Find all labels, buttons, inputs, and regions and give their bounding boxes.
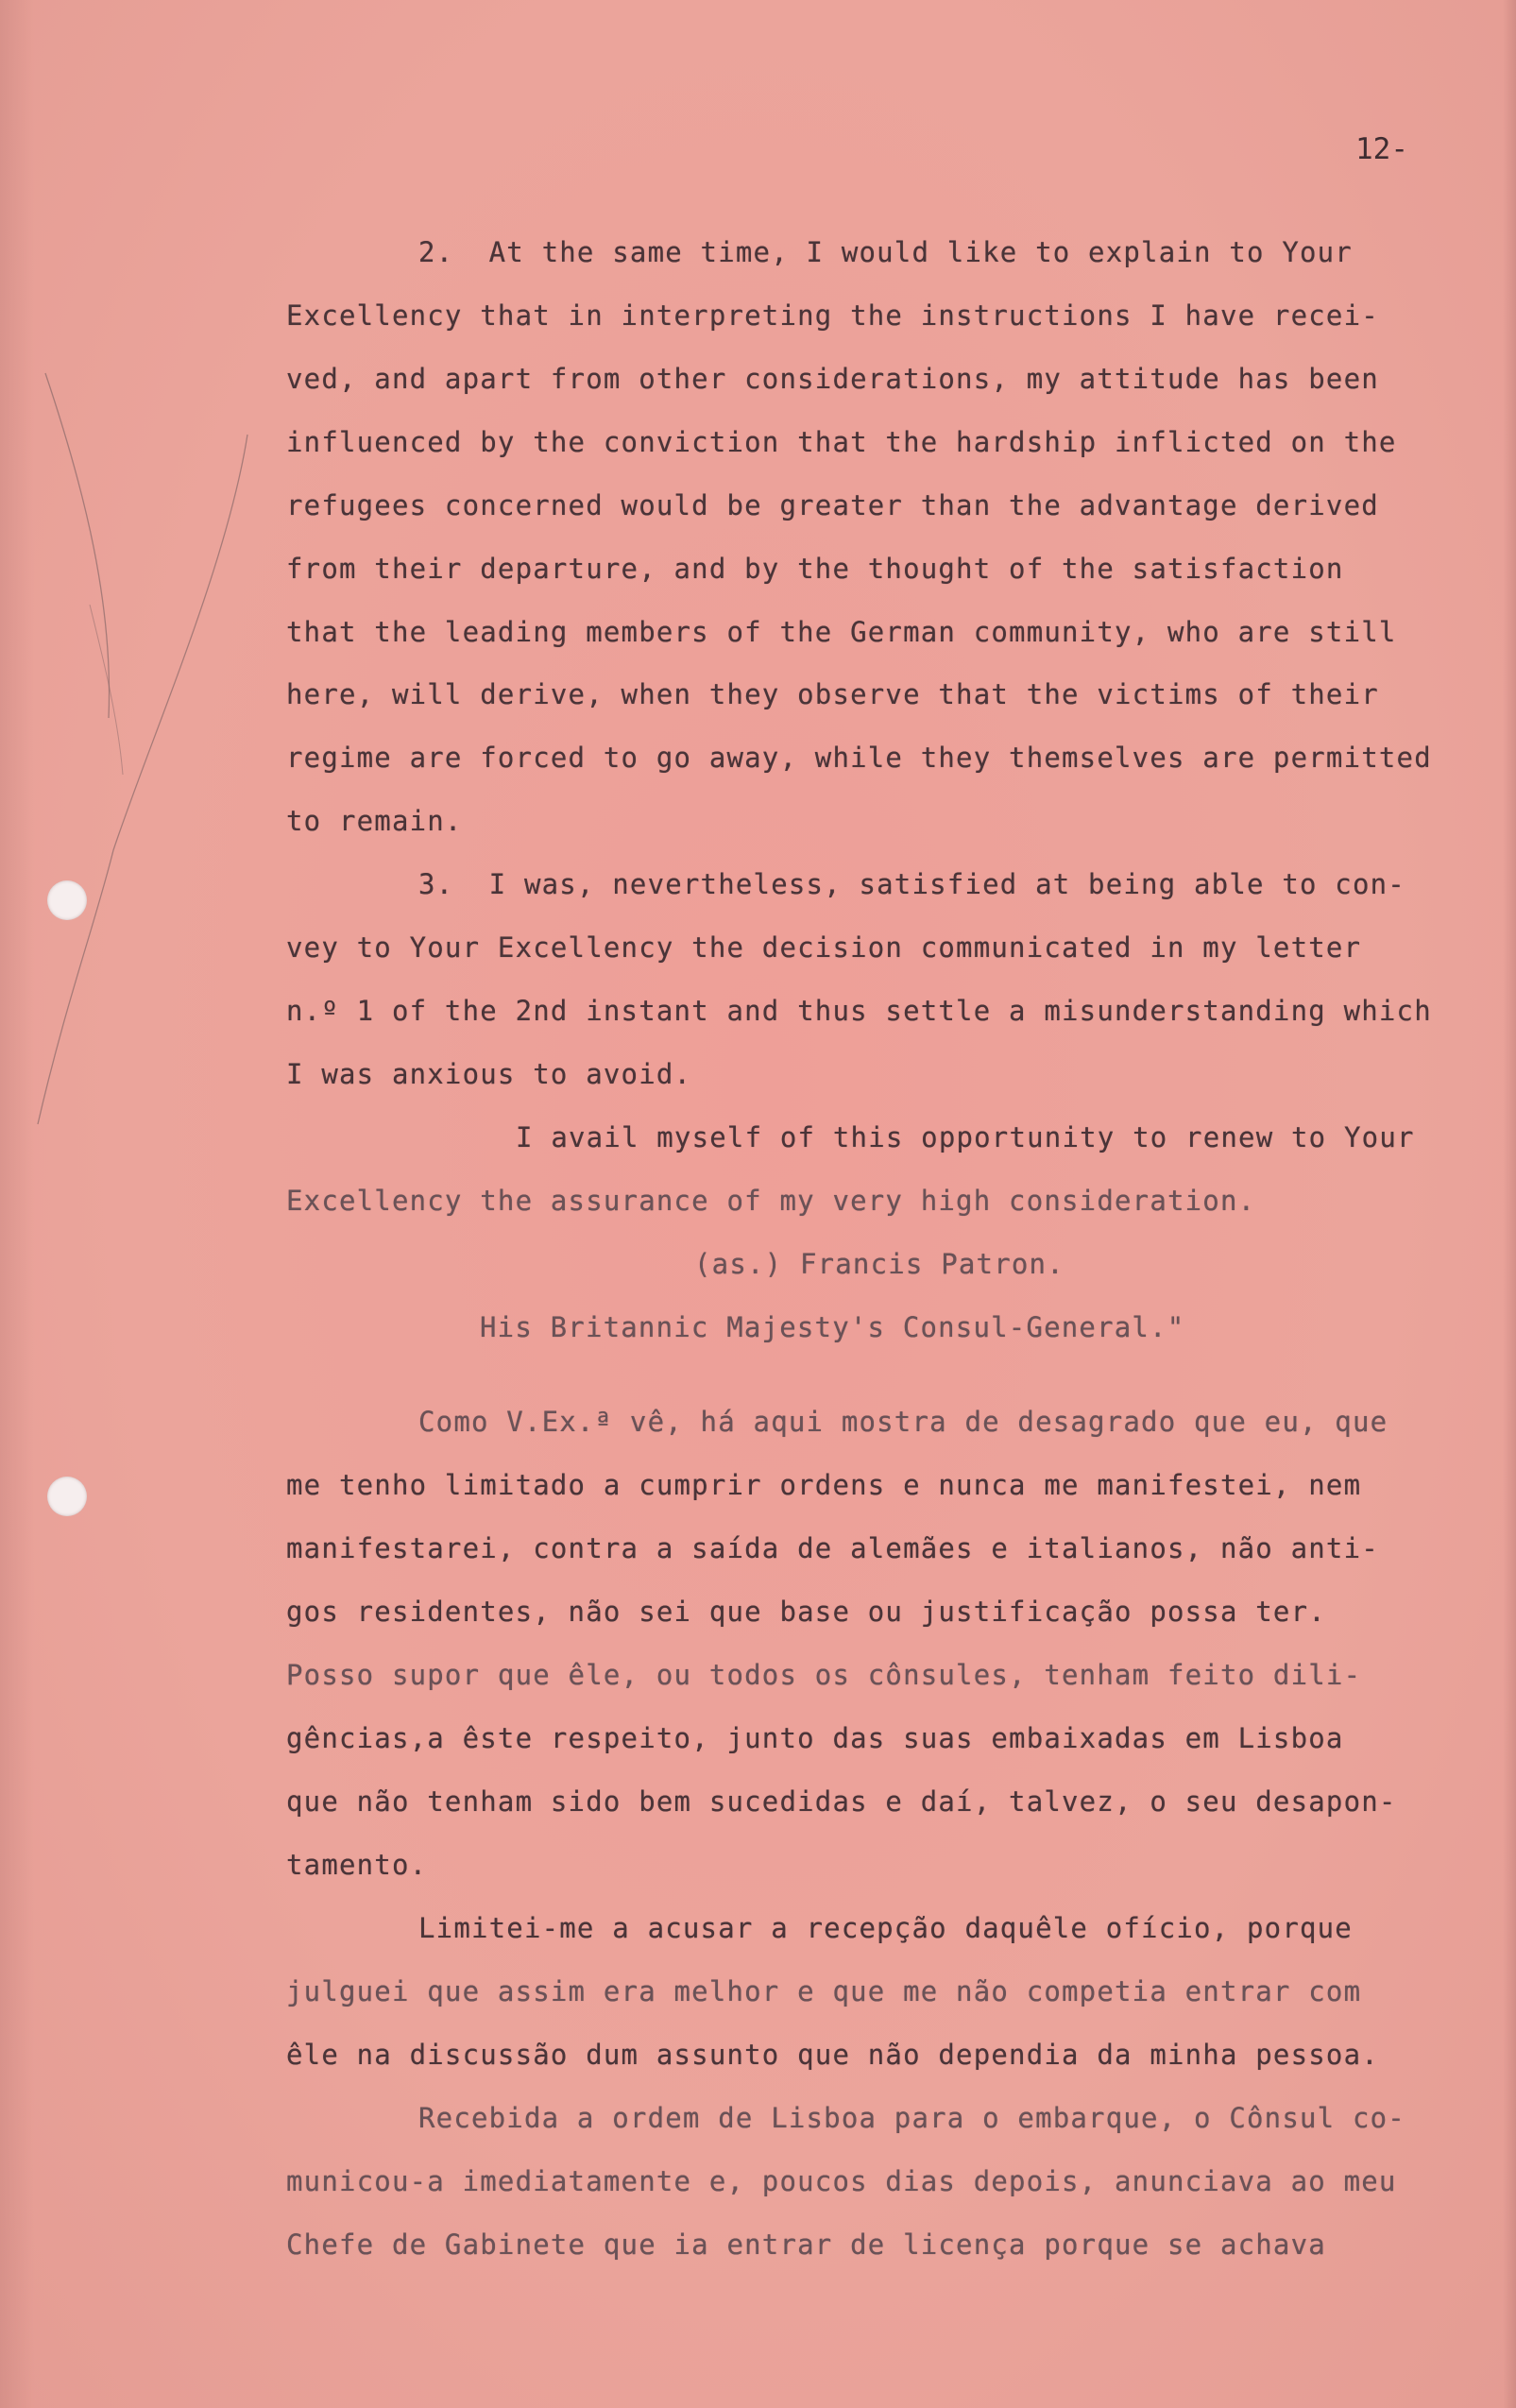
text-line: me tenho limitado a cumprir ordens e nunca me manifestei, nem: [286, 1469, 1362, 1501]
text-line: Excellency that in interpreting the instructions I have recei-: [286, 299, 1379, 332]
punch-hole-top: [47, 880, 87, 920]
punch-hole-bottom: [47, 1477, 87, 1516]
signature-line: (as.) Francis Patron.: [694, 1248, 1065, 1280]
text-line: Excellency the assurance of my very high consideration.: [286, 1185, 1256, 1217]
text-line: Como V.Ex.ª vê, há aqui mostra de desagrado que eu, que: [418, 1406, 1388, 1438]
text-line: influenced by the conviction that the hardship inflicted on the: [286, 426, 1397, 458]
text-line: municou-a imediatamente e, poucos dias depois, anunciava ao meu: [286, 2165, 1397, 2197]
text-line: tamento.: [286, 1849, 428, 1881]
text-line: to remain.: [286, 805, 463, 837]
text-line: gos residentes, não sei que base ou justificação possa ter.: [286, 1596, 1326, 1628]
text-line: julguei que assim era melhor e que me não competia entrar com: [286, 1975, 1362, 2007]
text-line: here, will derive, when they observe that the victims of their: [286, 678, 1379, 710]
text-line: que não tenham sido bem sucedidas e daí, talvez, o seu desapon-: [286, 1785, 1397, 1818]
text-line: manifestarei, contra a saída de alemães e italianos, não anti-: [286, 1532, 1379, 1564]
text-line: Posso supor que êle, ou todos os cônsules, tenham feito dili-: [286, 1659, 1362, 1691]
page-right-edge-shadow: [1503, 0, 1516, 2408]
text-line: Chefe de Gabinete que ia entrar de licença porque se achava: [286, 2229, 1326, 2261]
signature-title-line: His Britannic Majesty's Consul-General.": [480, 1311, 1185, 1343]
text-line: refugees concerned would be greater than the advantage derived: [286, 489, 1379, 521]
text-line: 2. At the same time, I would like to explain to Your: [418, 236, 1353, 268]
text-line: êle na discussão dum assunto que não dependia da minha pessoa.: [286, 2039, 1379, 2071]
text-line: regime are forced to go away, while they themselves are permitted: [286, 742, 1432, 774]
text-line: 3. I was, nevertheless, satisfied at being able to con-: [418, 868, 1405, 900]
text-line: vey to Your Excellency the decision communicated in my letter: [286, 931, 1362, 964]
text-line: Limitei-me a acusar a recepção daquêle ofício, porque: [418, 1912, 1353, 1944]
text-line: from their departure, and by the thought of the satisfaction: [286, 553, 1344, 585]
text-line: Recebida a ordem de Lisboa para o embarque, o Cônsul co-: [418, 2102, 1405, 2134]
text-line: gências,a êste respeito, junto das suas embaixadas em Lisboa: [286, 1722, 1344, 1754]
margin-pencil-mark: [0, 0, 283, 1228]
text-line: I avail myself of this opportunity to renew to Your: [516, 1121, 1415, 1153]
text-line: that the leading members of the German community, who are still: [286, 616, 1397, 648]
text-line: n.º 1 of the 2nd instant and thus settle a misunderstanding which: [286, 995, 1432, 1027]
text-line: ved, and apart from other considerations, my attitude has been: [286, 363, 1379, 395]
page-number: 12-: [1355, 132, 1408, 166]
text-line: I was anxious to avoid.: [286, 1058, 692, 1090]
